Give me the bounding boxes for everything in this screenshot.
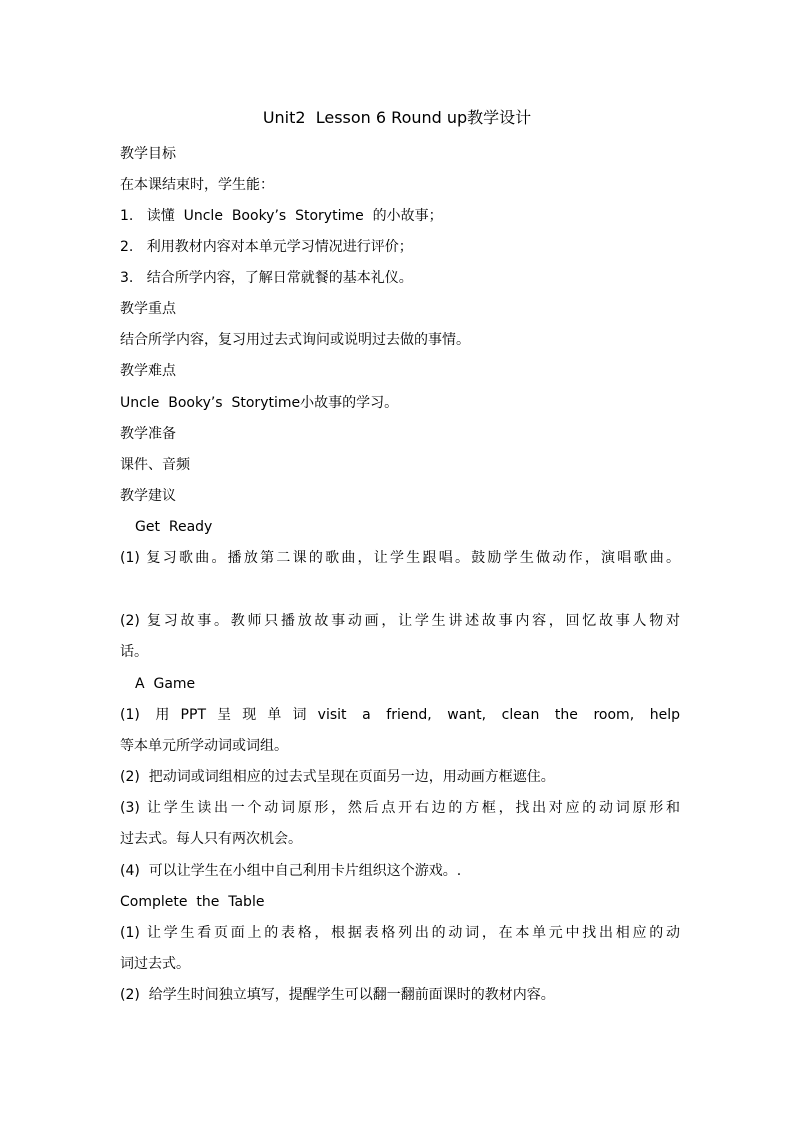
complete-table-item-1-line-2: 词过去式。 bbox=[120, 956, 190, 972]
complete-table-heading: Complete the Table bbox=[120, 894, 265, 910]
get-ready-item-2-line-1: (2) 复习故事。教师只播放故事动画，让学生讲述故事内容，回忆故事人物对 bbox=[120, 613, 680, 629]
complete-table-item-1-line-1: (1) 让学生看页面上的表格，根据表格列出的动词，在本单元中找出相应的动 bbox=[120, 925, 680, 941]
game-item-3-line-1: (3) 让学生读出一个动词原形，然后点开右边的方框，找出对应的动词原形和 bbox=[120, 800, 680, 816]
get-ready-heading: Get Ready bbox=[135, 519, 213, 535]
game-item-1-line-2: 等本单元所学动词或词组。 bbox=[120, 738, 288, 754]
suggestions-heading: 教学建议 bbox=[120, 488, 176, 504]
preparation-heading: 教学准备 bbox=[120, 426, 176, 442]
objective-item-1: 1. 读懂 Uncle Booky’s Storytime 的小故事； bbox=[120, 208, 443, 224]
get-ready-item-2-line-2: 话。 bbox=[120, 644, 148, 660]
complete-table-item-2: (2) 给学生时间独立填写，提醒学生可以翻一翻前面课时的教材内容。 bbox=[120, 987, 555, 1003]
objective-item-2: 2. 利用教材内容对本单元学习情况进行评价； bbox=[120, 239, 413, 255]
preparation-text: 课件、音频 bbox=[120, 457, 190, 473]
key-points-text: 结合所学内容，复习用过去式询问或说明过去做的事情。 bbox=[120, 332, 470, 348]
objective-item-3: 3. 结合所学内容，了解日常就餐的基本礼仪。 bbox=[120, 270, 413, 286]
game-item-1-line-1: (1) 用PPT呈现单词visit a friend, want, clean the room, help bbox=[120, 707, 680, 723]
game-heading: A Game bbox=[135, 676, 196, 692]
objectives-heading: 教学目标 bbox=[120, 146, 176, 162]
get-ready-item-1: (1) 复习歌曲。播放第二课的歌曲，让学生跟唱。鼓励学生做动作，演唱歌曲。 bbox=[120, 550, 680, 566]
game-item-4: (4) 可以让学生在小组中自己利用卡片组织这个游戏。. bbox=[120, 863, 462, 879]
difficulties-heading: 教学难点 bbox=[120, 363, 176, 379]
key-points-heading: 教学重点 bbox=[120, 301, 176, 317]
objectives-intro: 在本课结束时，学生能： bbox=[120, 177, 274, 193]
game-item-2: (2) 把动词或词组相应的过去式呈现在页面另一边，用动画方框遮住。 bbox=[120, 769, 555, 785]
game-item-3-line-2: 过去式。每人只有两次机会。 bbox=[120, 831, 302, 847]
difficulties-text: Uncle Booky’s Storytime小故事的学习。 bbox=[120, 395, 399, 411]
document-title: Unit2 Lesson 6 Round up教学设计 bbox=[262, 108, 532, 127]
